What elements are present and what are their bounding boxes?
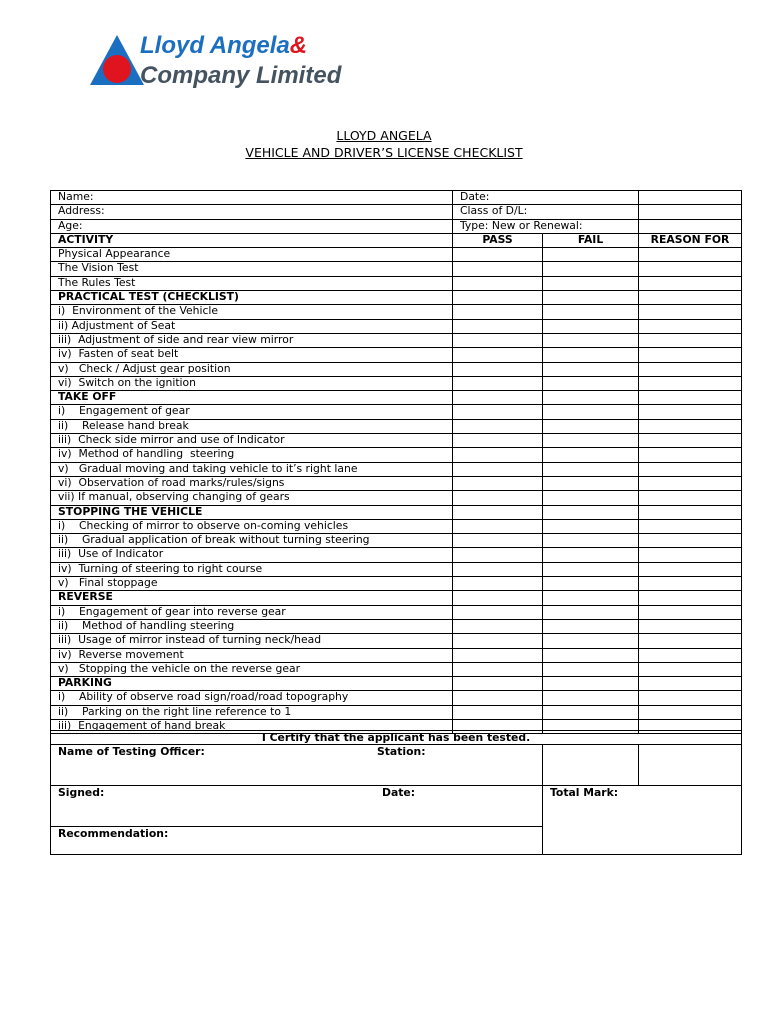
checklist-row <box>51 348 742 362</box>
pass-cell[interactable] <box>453 362 543 376</box>
checklist-item-label: vi) Switch on the ignition <box>51 376 453 390</box>
checklist-row <box>51 548 742 562</box>
fail-cell[interactable] <box>543 462 639 476</box>
checklist-row <box>51 276 742 290</box>
section-title: PRACTICAL TEST (CHECKLIST) <box>51 291 453 305</box>
checklist-row <box>51 562 742 576</box>
checklist-item-label: iii) Use of Indicator <box>51 548 453 562</box>
signed-label: Signed: <box>58 786 105 799</box>
section-blank-cell <box>543 291 639 305</box>
officer-blank-cell-1[interactable] <box>543 745 639 786</box>
pass-cell[interactable] <box>453 462 543 476</box>
company-ampersand: & <box>289 32 308 59</box>
checklist-item-label: i) Engagement of gear into reverse gear <box>51 605 453 619</box>
checklist-row <box>51 605 742 619</box>
pass-cell[interactable] <box>453 333 543 347</box>
reason-cell[interactable] <box>639 319 742 333</box>
checklist-item-label: ii) Parking on the right line reference to 1 <box>51 705 453 719</box>
pass-cell[interactable] <box>453 262 543 276</box>
checklist-item-label: iii) Usage of mirror instead of turning neck/head <box>51 634 453 648</box>
checklist-item-label: ii) Release hand break <box>51 419 453 433</box>
date-field[interactable]: Date: <box>453 191 639 205</box>
section-blank-cell <box>639 591 742 605</box>
header-row-address <box>51 205 742 219</box>
section-header-row <box>51 591 742 605</box>
checklist-row <box>51 648 742 662</box>
fail-cell[interactable] <box>543 262 639 276</box>
fail-cell[interactable] <box>543 491 639 505</box>
section-blank-cell <box>639 291 742 305</box>
reason-cell[interactable] <box>639 448 742 462</box>
checklist-item-label: iv) Turning of steering to right course <box>51 562 453 576</box>
checklist-item-label: v) Check / Adjust gear position <box>51 362 453 376</box>
fail-cell[interactable] <box>543 634 639 648</box>
reason-cell[interactable] <box>639 348 742 362</box>
company-name-line1: Lloyd Angela& <box>140 32 308 59</box>
fail-cell[interactable] <box>543 419 639 433</box>
reason-cell[interactable] <box>639 519 742 533</box>
recommendation-cell[interactable] <box>51 827 543 855</box>
pass-cell[interactable] <box>453 519 543 533</box>
pass-cell[interactable] <box>453 705 543 719</box>
checklist-item-label: iii) Engagement of hand break <box>51 719 453 733</box>
fail-cell[interactable] <box>543 333 639 347</box>
document-subtitle: VEHICLE AND DRIVER’S LICENSE CHECKLIST <box>245 145 523 160</box>
checklist-item-label: i) Environment of the Vehicle <box>51 305 453 319</box>
name-field[interactable]: Name: <box>51 191 453 205</box>
reason-cell[interactable] <box>639 276 742 290</box>
checklist-row <box>51 662 742 676</box>
pass-cell[interactable] <box>453 548 543 562</box>
fail-cell[interactable] <box>543 376 639 390</box>
address-field[interactable]: Address: <box>51 205 453 219</box>
checklist-item-label: The Vision Test <box>51 262 453 276</box>
fail-cell[interactable] <box>543 648 639 662</box>
reason-cell[interactable] <box>639 362 742 376</box>
reason-cell[interactable] <box>639 419 742 433</box>
pass-cell[interactable] <box>453 276 543 290</box>
total-mark-label: Total Mark: <box>550 786 619 799</box>
checklist-item-label: v) Final stoppage <box>51 577 453 591</box>
checklist-item-label: i) Ability of observe road sign/road/road topography <box>51 691 453 705</box>
fail-cell[interactable] <box>543 548 639 562</box>
pass-cell[interactable] <box>453 419 543 433</box>
certification-table <box>50 730 742 855</box>
fail-cell[interactable] <box>543 619 639 633</box>
fail-cell[interactable] <box>543 305 639 319</box>
station-label: Station: <box>377 745 426 758</box>
section-title: TAKE OFF <box>51 391 453 405</box>
reason-cell[interactable] <box>639 333 742 347</box>
checklist-row <box>51 691 742 705</box>
pass-cell[interactable] <box>453 619 543 633</box>
checklist-item-label: iv) Method of handling steering <box>51 448 453 462</box>
reason-cell[interactable] <box>639 705 742 719</box>
checklist-row <box>51 405 742 419</box>
checklist-item-label: iii) Adjustment of side and rear view mirror <box>51 333 453 347</box>
pass-cell[interactable] <box>453 319 543 333</box>
checklist-row <box>51 305 742 319</box>
reason-cell[interactable] <box>639 619 742 633</box>
fail-cell[interactable] <box>543 276 639 290</box>
section-blank-cell <box>543 391 639 405</box>
reason-column-header: REASON FOR <box>639 233 742 247</box>
checklist-table <box>50 190 742 734</box>
checklist-item-label: i) Engagement of gear <box>51 405 453 419</box>
checklist-row <box>51 362 742 376</box>
fail-cell[interactable] <box>543 562 639 576</box>
reason-cell[interactable] <box>639 562 742 576</box>
checklist-row <box>51 319 742 333</box>
header-row-name <box>51 191 742 205</box>
fail-cell[interactable] <box>543 448 639 462</box>
checklist-row <box>51 248 742 262</box>
checklist-item-label: ii) Gradual application of break without turning steering <box>51 534 453 548</box>
reason-cell[interactable] <box>639 434 742 448</box>
fail-cell[interactable] <box>543 434 639 448</box>
pass-cell[interactable] <box>453 348 543 362</box>
fail-cell[interactable] <box>543 662 639 676</box>
fail-cell[interactable] <box>543 248 639 262</box>
reason-cell[interactable] <box>639 248 742 262</box>
checklist-row <box>51 634 742 648</box>
section-blank-cell <box>453 291 543 305</box>
reason-cell[interactable] <box>639 476 742 490</box>
signed-date-label: Date: <box>382 786 416 799</box>
pass-cell[interactable] <box>453 562 543 576</box>
license-class-field[interactable]: Class of D/L: <box>453 205 639 219</box>
document-title: LLOYD ANGELA <box>336 128 432 143</box>
checklist-item-label: i) Checking of mirror to observe on-coming vehicles <box>51 519 453 533</box>
section-header-row <box>51 677 742 691</box>
total-mark-cell[interactable] <box>543 786 742 855</box>
fail-cell[interactable] <box>543 476 639 490</box>
pass-cell[interactable] <box>453 305 543 319</box>
fail-cell[interactable] <box>543 348 639 362</box>
reason-cell[interactable] <box>639 534 742 548</box>
checklist-item-label: ii) Adjustment of Seat <box>51 319 453 333</box>
pass-cell[interactable] <box>453 605 543 619</box>
fail-cell[interactable] <box>543 319 639 333</box>
section-blank-cell <box>453 391 543 405</box>
header-row-age <box>51 219 742 233</box>
reason-cell[interactable] <box>639 548 742 562</box>
checklist-item-label: iv) Reverse movement <box>51 648 453 662</box>
pass-cell[interactable] <box>453 691 543 705</box>
checklist-row <box>51 534 742 548</box>
pass-cell[interactable] <box>453 405 543 419</box>
reason-cell[interactable] <box>639 462 742 476</box>
pass-cell[interactable] <box>453 634 543 648</box>
section-header-row <box>51 291 742 305</box>
fail-cell[interactable] <box>543 705 639 719</box>
checklist-item-label: iii) Check side mirror and use of Indicator <box>51 434 453 448</box>
pass-cell[interactable] <box>453 476 543 490</box>
section-blank-cell <box>453 505 543 519</box>
checklist-row <box>51 519 742 533</box>
section-header-row <box>51 505 742 519</box>
checklist-item-label: The Rules Test <box>51 276 453 290</box>
checklist-row <box>51 333 742 347</box>
checklist-item-label: v) Gradual moving and taking vehicle to it’s right lane <box>51 462 453 476</box>
signed-date-cell[interactable] <box>51 786 543 827</box>
checklist-item-label: vi) Observation of road marks/rules/signs <box>51 476 453 490</box>
section-blank-cell <box>543 677 639 691</box>
checklist-item-label: Physical Appearance <box>51 248 453 262</box>
pass-cell[interactable] <box>453 648 543 662</box>
reason-cell[interactable] <box>639 376 742 390</box>
pass-column-header: PASS <box>453 233 543 247</box>
age-field[interactable]: Age: <box>51 219 453 233</box>
checklist-row <box>51 448 742 462</box>
fail-cell[interactable] <box>543 362 639 376</box>
column-header-row <box>51 233 742 247</box>
reason-cell[interactable] <box>639 405 742 419</box>
reason-cell[interactable] <box>639 305 742 319</box>
checklist-row <box>51 262 742 276</box>
section-blank-cell <box>453 591 543 605</box>
pass-cell[interactable] <box>453 534 543 548</box>
fail-cell[interactable] <box>543 691 639 705</box>
checklist-row <box>51 419 742 433</box>
checklist-row <box>51 491 742 505</box>
checklist-row <box>51 705 742 719</box>
testing-officer-label: Name of Testing Officer: <box>58 745 205 758</box>
section-blank-cell <box>639 505 742 519</box>
license-class-value-cell[interactable] <box>639 205 742 219</box>
reason-cell[interactable] <box>639 491 742 505</box>
pass-cell[interactable] <box>453 577 543 591</box>
checklist-row <box>51 376 742 390</box>
checklist-item-label: iv) Fasten of seat belt <box>51 348 453 362</box>
fail-cell[interactable] <box>543 577 639 591</box>
section-header-row <box>51 391 742 405</box>
checklist-item-label: vii) If manual, observing changing of gears <box>51 491 453 505</box>
checklist-item-label: v) Stopping the vehicle on the reverse gear <box>51 662 453 676</box>
license-type-field[interactable]: Type: New or Renewal: <box>453 219 639 233</box>
date-value-cell[interactable] <box>639 191 742 205</box>
section-blank-cell <box>543 591 639 605</box>
certification-statement: I Certify that the applicant has been tested. <box>51 731 742 745</box>
logo-triangle-icon <box>88 33 146 87</box>
officer-station-cell[interactable] <box>51 745 543 786</box>
checklist-item-label: ii) Method of handling steering <box>51 619 453 633</box>
checklist-row <box>51 577 742 591</box>
company-logo <box>88 30 408 100</box>
pass-cell[interactable] <box>453 434 543 448</box>
fail-cell[interactable] <box>543 605 639 619</box>
pass-cell[interactable] <box>453 662 543 676</box>
checklist-row <box>51 434 742 448</box>
pass-cell[interactable] <box>453 248 543 262</box>
pass-cell[interactable] <box>453 376 543 390</box>
fail-column-header: FAIL <box>543 233 639 247</box>
license-type-value-cell[interactable] <box>639 219 742 233</box>
reason-cell[interactable] <box>639 262 742 276</box>
activity-column-header: ACTIVITY <box>51 233 453 247</box>
reason-cell[interactable] <box>639 691 742 705</box>
section-title: PARKING <box>51 677 453 691</box>
section-blank-cell <box>639 391 742 405</box>
section-title: STOPPING THE VEHICLE <box>51 505 453 519</box>
checklist-row <box>51 476 742 490</box>
fail-cell[interactable] <box>543 519 639 533</box>
section-title: REVERSE <box>51 591 453 605</box>
recommendation-label: Recommendation: <box>58 827 169 840</box>
reason-cell[interactable] <box>639 662 742 676</box>
section-blank-cell <box>543 505 639 519</box>
reason-cell[interactable] <box>639 634 742 648</box>
section-blank-cell <box>639 677 742 691</box>
checklist-row <box>51 619 742 633</box>
fail-cell[interactable] <box>543 405 639 419</box>
checklist-row <box>51 462 742 476</box>
reason-cell[interactable] <box>639 648 742 662</box>
reason-cell[interactable] <box>639 605 742 619</box>
reason-cell[interactable] <box>639 577 742 591</box>
pass-cell[interactable] <box>453 491 543 505</box>
officer-blank-cell-2[interactable] <box>639 745 742 786</box>
pass-cell[interactable] <box>453 448 543 462</box>
section-blank-cell <box>453 677 543 691</box>
company-name-line2: Company Limited <box>140 62 342 89</box>
fail-cell[interactable] <box>543 534 639 548</box>
